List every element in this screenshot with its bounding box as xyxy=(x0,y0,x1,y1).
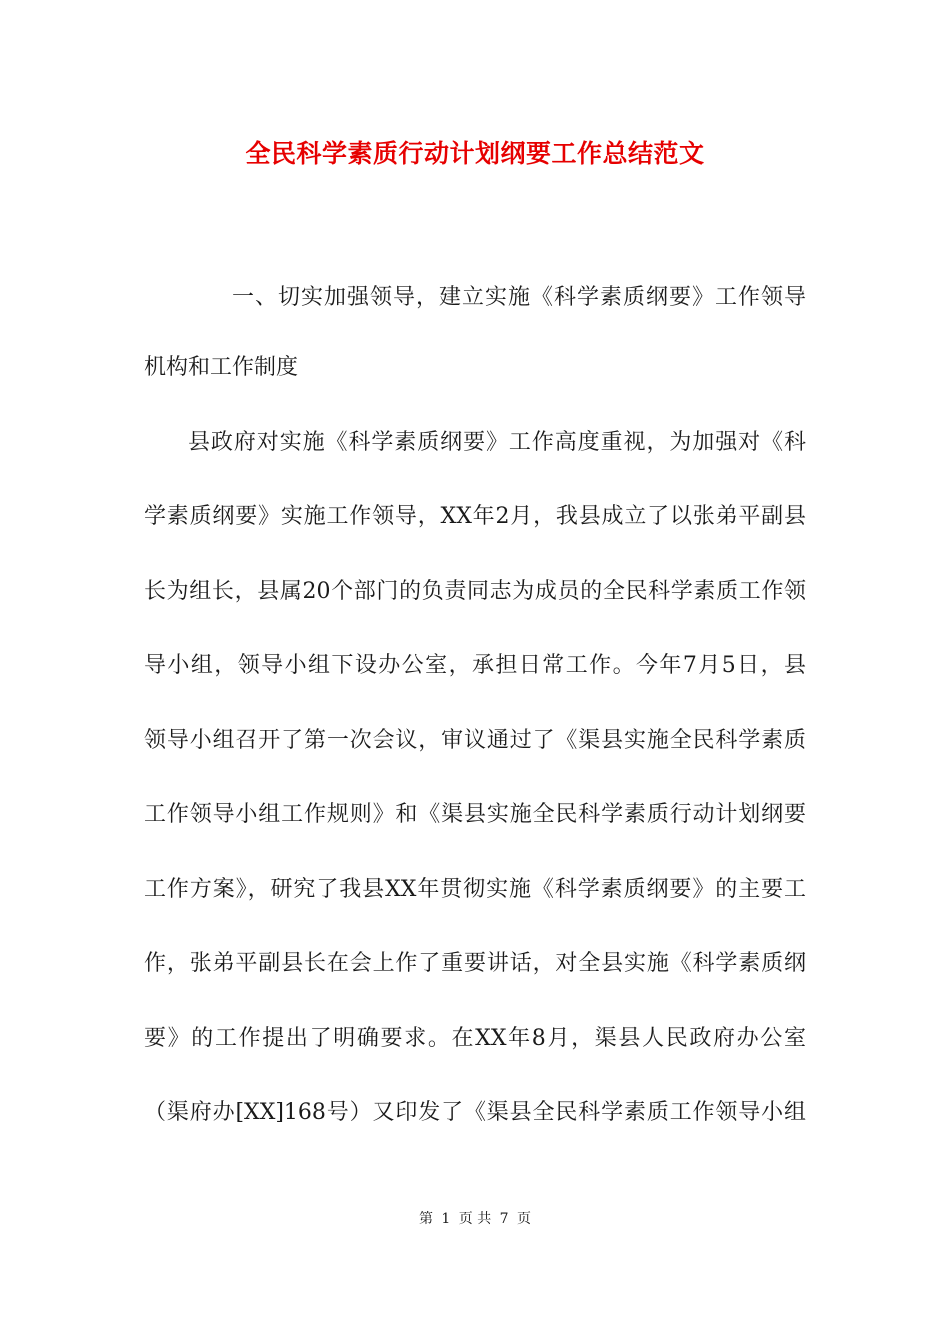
paragraph-line: 县政府对实施《科学素质纲要》工作高度重视，为加强对《科 xyxy=(188,430,806,455)
paragraph-line: 工作方案》，研究了我县XX年贯彻实施《科学素质纲要》的主要工 xyxy=(144,877,806,902)
paragraph-line: （渠府办[XX]168号）又印发了《渠县全民科学素质工作领导小组 xyxy=(144,1100,806,1125)
section-heading-line-2: 机构和工作制度 xyxy=(144,355,299,380)
paragraph-line: 领导小组召开了第一次会议，审议通过了《渠县实施全民科学素质 xyxy=(144,728,806,753)
section-heading-line-1: 一、切实加强领导，建立实施《科学素质纲要》工作领导 xyxy=(232,285,806,310)
footer-prefix: 第 xyxy=(418,1211,433,1227)
paragraph-line: 长为组长，县属20个部门的负责同志为成员的全民科学素质工作领 xyxy=(144,579,806,604)
paragraph-line: 作，张弟平副县长在会上作了重要讲话，对全县实施《科学素质纲 xyxy=(144,951,806,976)
paragraph-line: 工作领导小组工作规则》和《渠县实施全民科学素质行动计划纲要 xyxy=(144,802,806,827)
paragraph-line: 学素质纲要》实施工作领导，XX年2月，我县成立了以张弟平副县 xyxy=(144,504,806,529)
paragraph-line: 要》的工作提出了明确要求。在XX年8月，渠县人民政府办公室 xyxy=(144,1026,806,1051)
document-title: 全民科学素质行动计划纲要工作总结范文 xyxy=(245,139,705,168)
page-number-footer xyxy=(0,1208,950,1228)
footer-suffix: 页 xyxy=(517,1211,532,1227)
paragraph-line: 导小组，领导小组下设办公室，承担日常工作。今年7月5日，县 xyxy=(144,653,806,678)
footer-middle: 页 共 xyxy=(458,1211,492,1227)
footer-total-pages: 7 xyxy=(499,1211,509,1227)
footer-current-page: 1 xyxy=(441,1211,451,1227)
